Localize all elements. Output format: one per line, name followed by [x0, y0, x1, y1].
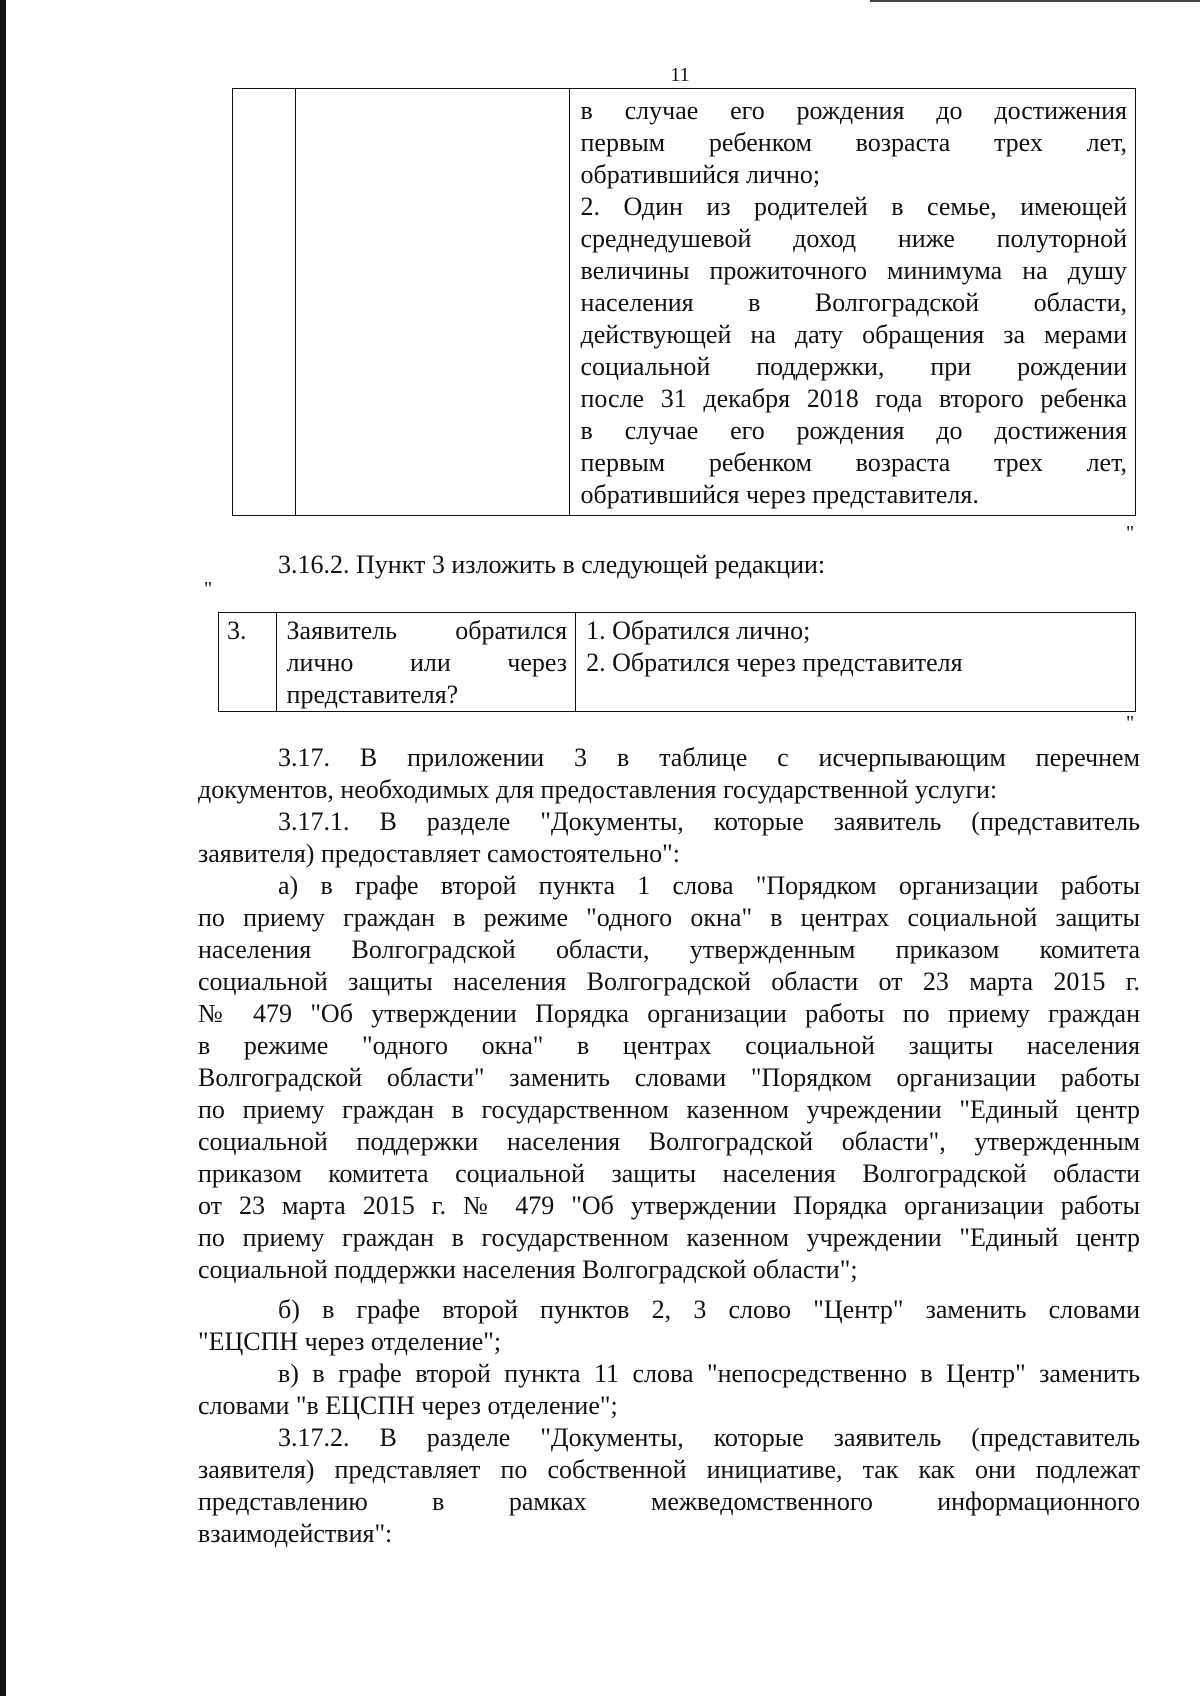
text-line: заявителя) представляет по собственной инициативе, так как они подлежат: [198, 1455, 1140, 1484]
table-cell-number: 3.: [219, 613, 277, 712]
text-line: социальной поддержки населения Волгоградской области";: [198, 1255, 858, 1284]
table-row: [219, 613, 1136, 712]
closing-quote-mark: ": [1126, 522, 1135, 544]
text-line: Заявитель обратился: [286, 616, 568, 645]
text-line: документов, необходимых для предоставления государственной услуги:: [198, 775, 998, 804]
text-line: 3.17.2. В разделе "Документы, которые заявитель (представитель: [278, 1423, 1140, 1452]
page-number: 11: [670, 64, 690, 86]
text-line: 1. Обратился лично;: [586, 616, 811, 645]
paragraph-b: [198, 1294, 1140, 1358]
text-line: заявителя) предоставляет самостоятельно":: [198, 839, 680, 868]
text-line: в режиме "одного окна" в центрах социальной защиты населения: [198, 1031, 1140, 1060]
section-heading: 3.16.2. Пункт 3 изложить в следующей редакции:: [278, 550, 826, 579]
table-cell-number: [233, 89, 296, 516]
text-line: после 31 декабря 2018 года второго ребенка: [580, 384, 1127, 413]
text-line: 2. Обратился через представителя: [586, 648, 963, 677]
top-rule: [870, 0, 1200, 2]
text-line: среднедушевой доход ниже полуторной: [580, 224, 1127, 253]
table-cell-answer: [576, 613, 1136, 712]
text-line: по приему граждан в режиме "одного окна" в центрах социальной защиты: [198, 903, 1140, 932]
text-line: по приему граждан в государственном казенном учреждении "Единый центр: [198, 1223, 1140, 1252]
text-line: взаимодействия":: [198, 1519, 393, 1548]
text-line: обратившийся лично;: [580, 160, 821, 189]
text-line: социальной поддержки, при рождении: [580, 352, 1127, 381]
text-line: в) в графе второй пункта 11 слова "непосредственно в Центр" заменить: [278, 1359, 1140, 1388]
text-line: лично или через: [286, 648, 568, 677]
text-line: б) в графе второй пунктов 2, 3 слово "Центр" заменить словами: [278, 1295, 1140, 1324]
text-line: словами "в ЕЦСПН через отделение";: [198, 1391, 618, 1420]
text-line: 3.17. В приложении 3 в таблице с исчерпывающим перечнем: [278, 743, 1140, 772]
point-3-table: [218, 612, 1136, 712]
paragraph-3-17-2: [198, 1422, 1140, 1550]
table-cell-question: [276, 613, 576, 712]
text-line: первым ребенком возраста трех лет,: [580, 128, 1127, 157]
text-line: населения Волгоградской области, утвержденным приказом комитета: [198, 935, 1140, 964]
text-line: величины прожиточного минимума на душу: [580, 256, 1127, 285]
paragraph-3-17: [198, 742, 1140, 806]
text-line: № 479 "Об утверждении Порядка организации работы по приему граждан: [198, 999, 1140, 1028]
text-line: в случае его рождения до достижения: [580, 96, 1127, 125]
text-line: социальной защиты населения Волгоградской области от 23 марта 2015 г.: [198, 967, 1140, 996]
text-line: социальной поддержки населения Волгоградской области", утвержденным: [198, 1127, 1140, 1156]
closing-quote-mark: ": [1126, 712, 1135, 734]
text-line: первым ребенком возраста трех лет,: [580, 448, 1127, 477]
text-line: населения в Волгоградской области,: [580, 288, 1127, 317]
paragraph-a: [198, 870, 1140, 1286]
text-line: а) в графе второй пункта 1 слова "Порядком организации работы: [278, 871, 1140, 900]
text-line: приказом комитета социальной защиты населения Волгоградской области: [198, 1159, 1140, 1188]
text-line: "ЕЦСПН через отделение";: [198, 1327, 502, 1356]
text-line: представлению в рамках межведомственного информационного: [198, 1487, 1140, 1516]
text-line: в случае его рождения до достижения: [580, 416, 1127, 445]
text-line: по приему граждан в государственном казенном учреждении "Единый центр: [198, 1095, 1140, 1124]
text-line: от 23 марта 2015 г. № 479 "Об утверждении Порядка организации работы: [198, 1191, 1140, 1220]
opening-quote-mark: ": [204, 578, 213, 600]
text-line: 2. Один из родителей в семье, имеющей: [580, 192, 1127, 221]
table-row: [233, 89, 1136, 516]
binding-edge: [0, 0, 6, 1696]
continuation-table: [232, 88, 1136, 516]
table-cell-question: [296, 89, 570, 516]
paragraph-v: [198, 1358, 1140, 1422]
text-line: действующей на дату обращения за мерами: [580, 320, 1127, 349]
paragraph-3-17-1: [198, 806, 1140, 870]
text-line: 3.17.1. В разделе "Документы, которые заявитель (представитель: [278, 807, 1140, 836]
text-line: представителя?: [286, 680, 459, 709]
text-line: Волгоградской области" заменить словами "Порядком организации работы: [198, 1063, 1140, 1092]
text-line: обратившийся через представителя.: [580, 480, 979, 509]
table-cell-answer: [570, 89, 1136, 516]
